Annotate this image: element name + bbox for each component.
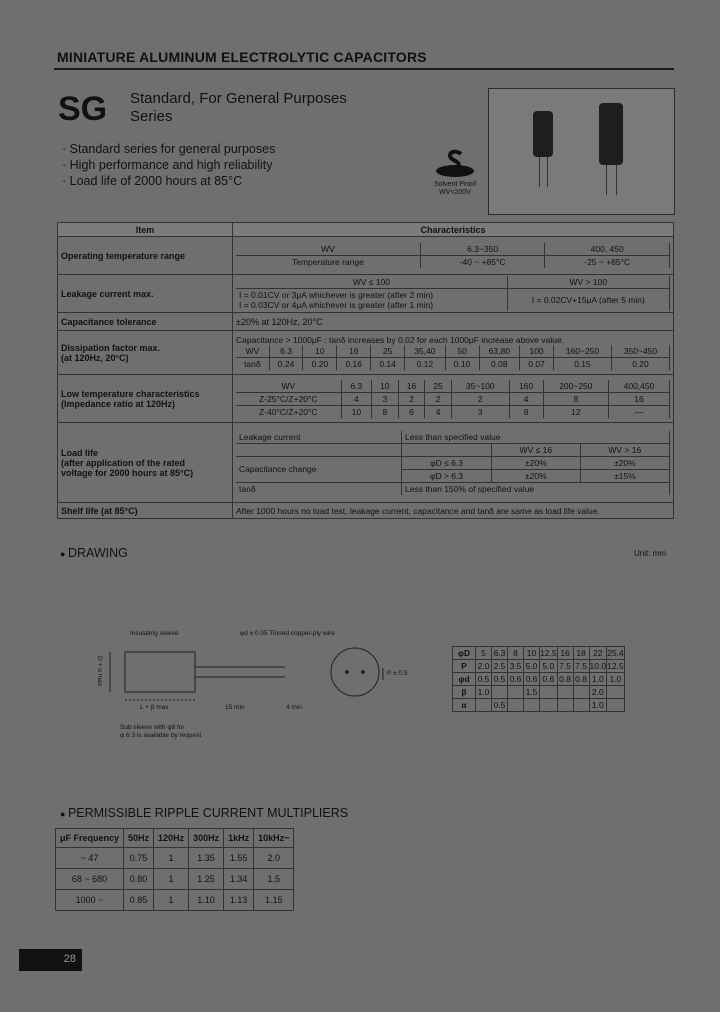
lt-wv-cell: 6.3 — [341, 380, 371, 393]
dim-cell: 1.5 — [524, 686, 540, 699]
dim-cell — [607, 699, 625, 712]
lt-r1-cell: Z-25°C/Z+20°C — [236, 392, 341, 405]
s-mark-icon — [435, 148, 475, 178]
feature-item: · Load life of 2000 hours at 85°C — [62, 173, 275, 189]
df-wv-cell: 160~250 — [553, 345, 611, 358]
shelf-life-value: After 1000 hours no load test, leakage current, capacitance and tanδ are same as load life value. — [233, 503, 674, 519]
feature-list — [62, 141, 275, 189]
dim-row — [453, 660, 625, 673]
ripple-cell: 10kHz~ — [254, 829, 294, 848]
ripple-title: ● PERMISSIBLE RIPPLE CURRENT MULTIPLIERS — [60, 806, 348, 820]
lt-r2-cell: 12 — [543, 405, 608, 418]
dim-cell: 0.8 — [557, 673, 573, 686]
ripple-cell: 1 — [154, 890, 189, 911]
wire-label: φd ± 0.05 Tinned copper-ply wire — [240, 630, 335, 637]
ripple-cell: 1 — [154, 869, 189, 890]
ripple-row — [56, 869, 294, 890]
lt-wv-cell: 35~100 — [451, 380, 509, 393]
page-number: 28 — [19, 949, 82, 971]
ripple-cell: 0.85 — [124, 890, 154, 911]
feature-item: · High performance and high reliability — [62, 157, 275, 173]
df-wv-cell: 100 — [520, 345, 554, 358]
lt-r2-cell: 3 — [451, 405, 509, 418]
dim-cell: 1.0 — [607, 673, 625, 686]
dim-cell: 1.0 — [476, 686, 492, 699]
op-wv: WV — [236, 243, 420, 256]
capacitor-small-image — [533, 111, 553, 157]
lmax-label: L + β max — [140, 704, 169, 711]
dim-cell — [508, 686, 524, 699]
logo-text-1: Solvent Proof — [433, 181, 477, 188]
sub-sleeve-note: Sub sleeve with φ8 for φ 6.3 is available by request — [120, 724, 202, 739]
lt-wv-cell: 400,450 — [608, 380, 669, 393]
ll-wv1: WV ≤ 16 — [492, 443, 581, 456]
series-code: SG — [58, 90, 108, 128]
df-tan-cell: 0.24 — [269, 358, 303, 371]
column-item: Item — [58, 223, 233, 237]
dim-cell — [492, 686, 508, 699]
dim-cell: 1.0 — [589, 699, 607, 712]
df-table — [236, 345, 670, 370]
ll-d2b: ±15% — [580, 469, 669, 482]
series-title-line2: Series — [130, 108, 173, 125]
characteristics-table — [57, 222, 674, 519]
dim-cell — [476, 699, 492, 712]
ripple-cell: 1.13 — [224, 890, 254, 911]
shelf-life-label: Shelf life (at 85°C) — [58, 503, 233, 519]
capacitor-large-image — [599, 103, 623, 165]
ripple-cell: 0.75 — [124, 848, 154, 869]
op-wv2: 400, 450 — [545, 243, 670, 256]
df-tan-cell: 0.20 — [303, 358, 337, 371]
ripple-row — [56, 829, 294, 848]
ll-tan-v: Less than 150% of specified value — [402, 482, 670, 495]
df-tan-cell: 0.15 — [553, 358, 611, 371]
dim-cell: 22 — [589, 647, 607, 660]
df-wv-cell: 50 — [445, 345, 479, 358]
op-wv1: 6.3~350 — [420, 243, 545, 256]
df-wv-cell: 10 — [303, 345, 337, 358]
lt-r1-cell: 8 — [543, 392, 608, 405]
df-wv-cell: 63,80 — [479, 345, 520, 358]
lt-r1-cell: 4 — [341, 392, 371, 405]
df-tan-cell: tanδ — [236, 358, 269, 371]
ripple-cell: ~ 47 — [56, 848, 124, 869]
dim-cell: 0.5 — [476, 673, 492, 686]
dim-cell: 5 — [476, 647, 492, 660]
lt-wv-cell: WV — [236, 380, 341, 393]
dim-cell: 7.5 — [573, 660, 589, 673]
leakage-values — [233, 275, 674, 313]
ll-wv2: WV > 16 — [580, 443, 669, 456]
ll-d2: φD > 6.3 — [402, 469, 492, 482]
drawing-title: ● DRAWING — [60, 546, 128, 560]
lt-r1-cell: 4 — [509, 392, 543, 405]
leak-h2: WV > 100 — [507, 276, 669, 289]
ll-d1b: ±20% — [580, 456, 669, 469]
feature-item: · Standard series for general purposes — [62, 141, 275, 157]
dim-cell: β — [453, 686, 476, 699]
df-tan-cell: 0.10 — [445, 358, 479, 371]
dim-cell: φD — [453, 647, 476, 660]
dissipation-values — [233, 331, 674, 375]
dim-cell — [607, 686, 625, 699]
dim-cell: 10 — [524, 647, 540, 660]
df-note: Capacitance > 1000μF : tanδ increases by 0.02 for each 1000μF increase above value. — [236, 335, 565, 345]
df-tan-cell: 0.12 — [405, 358, 446, 371]
dim-cell: 7.5 — [557, 660, 573, 673]
op-t2: -25 ~ +85°C — [545, 256, 670, 269]
ripple-cell: 1.25 — [189, 869, 224, 890]
df-tan-cell: 0.14 — [371, 358, 405, 371]
op-temp-label: Operating temperature range — [58, 237, 233, 275]
df-wv-cell: 25 — [371, 345, 405, 358]
dim-cell: 0.6 — [524, 673, 540, 686]
dmax-label: D + α max — [96, 656, 103, 686]
pitch-label: P ± 0.5 — [387, 670, 408, 677]
dim-cell: 0.6 — [508, 673, 524, 686]
leak-r3: I = 0.02CV+15μA (after 5 min) — [507, 289, 669, 312]
dim-cell: 12.5 — [540, 648, 557, 658]
lt-r1-cell: 2 — [398, 392, 425, 405]
leakage-label: Leakage current max. — [58, 275, 233, 313]
lt-table — [236, 380, 670, 418]
dim-row — [453, 647, 625, 660]
ll-leak: Leakage current — [236, 431, 402, 444]
unit-label: Unit: mm — [634, 549, 666, 558]
ll-leak-v: Less than specified value — [402, 431, 670, 444]
loadlife-values — [233, 423, 674, 503]
op-temp-values — [233, 237, 674, 275]
capacitor-drawing — [96, 622, 420, 742]
lowtemp-label: Low temperature characteristics (Impedance ratio at 120Hz) — [58, 375, 233, 423]
lt-r1-cell: 16 — [608, 392, 669, 405]
ripple-cell: 1.10 — [189, 890, 224, 911]
df-wv-cell: 16 — [337, 345, 371, 358]
dim-cell — [508, 699, 524, 712]
dimension-table — [452, 646, 625, 712]
lt-wv-cell: 25 — [425, 380, 452, 393]
ripple-cell: 2.0 — [254, 848, 294, 869]
ripple-cell: 1.15 — [254, 890, 294, 911]
series-title-line1: Standard, For General Purposes — [130, 90, 347, 107]
dim-cell: 2.0 — [476, 660, 492, 673]
dim-cell: P — [453, 660, 476, 673]
ripple-cell: 1.5 — [254, 869, 294, 890]
dim-cell: 12.5 — [607, 661, 624, 671]
dim-cell — [573, 699, 589, 712]
dim-cell: 8 — [508, 647, 524, 660]
series-title — [130, 90, 347, 126]
cap-tolerance-label: Capacitance tolerance — [58, 313, 233, 331]
lt-r2-cell: Z-40°C/Z+20°C — [236, 405, 341, 418]
lt-r2-cell: 6 — [398, 405, 425, 418]
dim-cell: α — [453, 699, 476, 712]
lt-r2-cell: 10 — [341, 405, 371, 418]
dim-cell: 0.8 — [573, 673, 589, 686]
ripple-cell: 1.34 — [224, 869, 254, 890]
df-tan-cell: 0.07 — [520, 358, 554, 371]
dim-cell — [524, 699, 540, 712]
ll-d1a: ±20% — [492, 456, 581, 469]
lt-r1-cell: 3 — [372, 392, 399, 405]
dissipation-label: Dissipation factor max. (at 120Hz, 20°C) — [58, 331, 233, 375]
lt-wv-cell: 160 — [509, 380, 543, 393]
product-photo — [488, 88, 675, 215]
lowtemp-values — [233, 375, 674, 423]
lt-r1-cell: 2 — [425, 392, 452, 405]
ripple-cell: 0.80 — [124, 869, 154, 890]
lt-r2-cell: 8 — [509, 405, 543, 418]
dim-cell: 6.3 — [492, 647, 508, 660]
dim-cell: 16 — [557, 647, 573, 660]
lt-r1-cell: 2 — [451, 392, 509, 405]
ripple-cell: 1.55 — [224, 848, 254, 869]
lt-wv-cell: 10 — [372, 380, 399, 393]
ll-cap: Capacitance change — [236, 456, 402, 482]
ripple-cell: 120Hz — [154, 829, 189, 848]
ripple-cell: 50Hz — [124, 829, 154, 848]
lt-r2-cell: 4 — [425, 405, 452, 418]
dim-cell — [557, 686, 573, 699]
dim-cell — [557, 699, 573, 712]
ripple-cell: μF Frequency — [56, 829, 124, 848]
dim-cell: 0.5 — [492, 673, 508, 686]
leak-h1: WV ≤ 100 — [236, 276, 507, 289]
ripple-row — [56, 848, 294, 869]
dim-cell: φd — [453, 673, 476, 686]
op-temp: Temperature range — [236, 256, 420, 269]
ripple-table — [55, 828, 294, 911]
df-wv-cell: 350~450 — [611, 345, 669, 358]
dim-row — [453, 673, 625, 686]
df-tan-cell: 0.16 — [337, 358, 371, 371]
logo-text-2: WV<200V — [439, 189, 471, 196]
ripple-cell: 1000 ~ — [56, 890, 124, 911]
column-characteristics: Characteristics — [233, 223, 674, 237]
ripple-cell: 1 — [154, 848, 189, 869]
ripple-cell: 1.35 — [189, 848, 224, 869]
title-rule — [54, 68, 674, 70]
ripple-cell: 1kHz — [224, 829, 254, 848]
dim-cell: 2.5 — [492, 660, 508, 673]
dim-cell: 1.0 — [589, 673, 607, 686]
dim-cell: 3.5 — [508, 660, 524, 673]
df-wv-cell: 35,40 — [405, 345, 446, 358]
df-wv-cell: WV — [236, 345, 269, 358]
ripple-row — [56, 890, 294, 911]
lt-wv-cell: 200~250 — [543, 380, 608, 393]
dim-cell: 10.0 — [589, 661, 607, 671]
cap-tolerance-value: ±20% at 120Hz, 20°C — [233, 313, 674, 331]
dim-cell — [573, 686, 589, 699]
dim-cell: 18 — [573, 647, 589, 660]
dim-cell: 2.0 — [589, 686, 607, 699]
ll-tan: tanδ — [236, 482, 402, 495]
dim-cell: 0.5 — [492, 699, 508, 712]
dim-cell: 5.0 — [540, 660, 558, 673]
dim-cell: 0.6 — [540, 673, 558, 686]
lt-wv-cell: 16 — [398, 380, 425, 393]
op-t1: -40 ~ +85°C — [420, 256, 545, 269]
loadlife-label: Load life (after application of the rated voltage for 2000 hours at 85°C) — [58, 423, 233, 503]
page-title: MINIATURE ALUMINUM ELECTROLYTIC CAPACITORS — [57, 49, 427, 65]
solvent-proof-logo — [430, 148, 480, 197]
dim-cell: 25.4 — [607, 648, 624, 658]
lead-length-label: 15 min — [225, 704, 245, 711]
dim-cell — [540, 699, 558, 712]
dim-row — [453, 686, 625, 699]
df-wv-cell: 6.3 — [269, 345, 303, 358]
dim-row — [453, 699, 625, 712]
lt-r2-cell: — — [608, 405, 669, 418]
ripple-cell: 300Hz — [189, 829, 224, 848]
lt-r2-cell: 8 — [372, 405, 399, 418]
dim-cell: 5.0 — [524, 660, 540, 673]
df-tan-cell: 0.20 — [611, 358, 669, 371]
ripple-cell: 68 ~ 680 — [56, 869, 124, 890]
ll-d1: φD ≤ 6.3 — [402, 456, 492, 469]
dim-cell — [540, 686, 558, 699]
df-tan-cell: 0.08 — [479, 358, 520, 371]
lead-min-label: 4 min — [286, 704, 302, 711]
sleeve-label: Insulating sleeve — [130, 630, 179, 637]
ll-d2a: ±20% — [492, 469, 581, 482]
leak-r1: I = 0.01CV or 3μA whichever is greater (after 2 min) I = 0.03CV or 4μA whichever is greater (after 1 min) — [236, 289, 507, 312]
